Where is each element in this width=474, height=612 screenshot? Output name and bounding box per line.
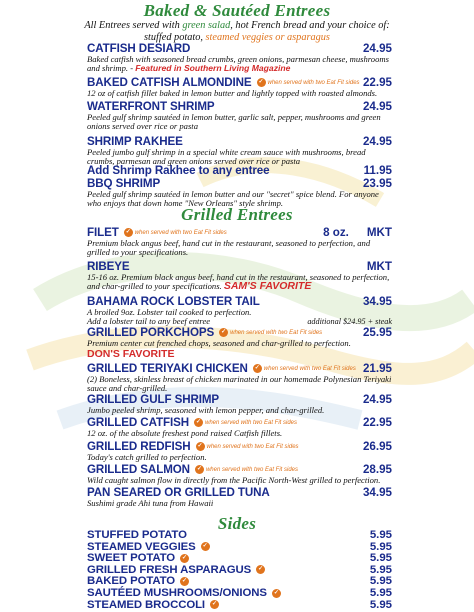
menu-item-shrimp-rakhee xyxy=(87,135,392,167)
eat-fit-icon: ✓ xyxy=(182,577,188,584)
side-item-sweet-potato xyxy=(87,552,392,564)
item-price: 26.95 xyxy=(362,440,392,453)
eat-fit-icon: ✓ xyxy=(125,229,131,235)
eat-fit-icon: ✓ xyxy=(258,566,264,573)
item-description: 12 oz of catfish fillet baked in lemon butter and lightly topped with roasted almonds. xyxy=(87,88,378,98)
featured-note: Featured in Southern Living Magazine xyxy=(135,63,291,74)
item-name: Add Shrimp Rakhee to any entree xyxy=(87,164,270,177)
side-item-steamed-broccoli xyxy=(87,599,392,611)
eat-fit-icon: ✓ xyxy=(221,329,227,335)
item-name: GRILLED PORKCHOPS xyxy=(87,326,215,339)
menu-item-grilled-redfish xyxy=(87,440,392,462)
eat-fit-icon: ✓ xyxy=(197,443,203,449)
side-name: STEAMED VEGGIES xyxy=(87,540,196,553)
side-price: 5.95 xyxy=(369,598,392,611)
item-name: BAHAMA ROCK LOBSTER TAIL xyxy=(87,295,260,308)
baked-intro xyxy=(60,20,414,43)
menu-item-filet xyxy=(87,226,392,258)
eat-fit-icon: ✓ xyxy=(273,589,279,596)
item-name: GRILLED TERIYAKI CHICKEN xyxy=(87,362,248,375)
item-price: 24.95 xyxy=(362,100,392,113)
sides-section-title: Sides xyxy=(217,514,257,533)
item-name: WATERFRONT SHRIMP xyxy=(87,100,215,113)
side-item-mushrooms-onions xyxy=(87,587,392,599)
item-name: GRILLED SALMON xyxy=(87,463,190,476)
baked-section-title: Baked & Sautéed Entrees xyxy=(143,1,331,20)
item-price: MKT xyxy=(366,226,392,239)
item-description: Peeled gulf shrimp sautéed in lemon butter, garlic salt, pepper, mushrooms and green onions served over rice or pasta xyxy=(87,112,381,132)
side-price: 5.95 xyxy=(369,540,392,553)
side-price: 5.95 xyxy=(369,575,392,588)
favorite-note: SAM'S FAVORITE xyxy=(223,280,312,293)
side-name-wrap xyxy=(87,599,219,611)
eat-fit-badge xyxy=(210,600,219,609)
badge-text: when served with two Eat Fit sides xyxy=(206,443,299,450)
item-description: Today's catch grilled to perfection. xyxy=(87,452,207,462)
intro-veggie-options: steamed veggies or asparagus xyxy=(205,31,330,43)
eat-fit-badge xyxy=(201,542,210,551)
eat-fit-icon: ✓ xyxy=(254,365,260,371)
eat-fit-icon: ✓ xyxy=(195,419,201,425)
intro-green-salad: green salad xyxy=(182,20,231,31)
item-name: GRILLED GULF SHRIMP xyxy=(87,393,220,406)
eat-fit-badge xyxy=(253,364,356,373)
item-price: 34.95 xyxy=(362,486,392,499)
intro-text: All Entrees served with xyxy=(84,20,183,31)
item-price: 28.95 xyxy=(362,463,392,476)
item-description: (2) Boneless, skinless breast of chicken marinated in our homemade Polynesian Teriyaki sauce and char-grilled. xyxy=(87,374,392,394)
intro-text-3: stuffed potato, xyxy=(144,31,206,43)
side-name: BAKED POTATO xyxy=(87,575,176,588)
eat-fit-badge xyxy=(272,589,281,598)
item-name: PAN SEARED OR GRILLED TUNA xyxy=(87,486,270,499)
eat-fit-icon: ✓ xyxy=(202,543,208,550)
item-name: FILET xyxy=(87,226,119,239)
desc-text: 15-16 oz. Premium black angus beef, hand cut in the restaurant, seasoned to perfection, and char-grilled to your specifications. xyxy=(87,272,390,292)
grilled-section-title: Grilled Entrees xyxy=(181,205,293,224)
item-description xyxy=(87,273,392,292)
badge-text: when served with two Eat Fit sides xyxy=(204,419,298,426)
eat-fit-badge xyxy=(219,328,322,337)
intro-text-2: , hot French bread and your choice of: xyxy=(230,20,390,31)
badge-text: when served with two Eat Fit sides xyxy=(205,466,298,473)
item-name: CATFISH DESIARD xyxy=(87,42,191,55)
item-description: A broiled 9oz. Lobster tail cooked to perfection. xyxy=(87,307,252,317)
side-name: SAUTÉED MUSHROOMS/ONIONS xyxy=(87,587,267,599)
eat-fit-icon: ✓ xyxy=(258,79,264,85)
item-name: RIBEYE xyxy=(87,260,130,273)
item-price: 24.95 xyxy=(362,135,392,148)
eat-fit-icon: ✓ xyxy=(196,466,202,472)
item-name: GRILLED REDFISH xyxy=(87,440,191,453)
eat-fit-badge xyxy=(180,554,189,563)
menu-item-baked-catfish-almondine xyxy=(87,76,392,98)
item-price: 25.95 xyxy=(362,326,392,339)
side-name: GRILLED FRESH ASPARAGUS xyxy=(87,563,252,576)
badge-text: when served with two Eat Fit sides xyxy=(230,329,323,336)
item-description: Sushimi grade Ahi tuna from Hawaii xyxy=(87,498,214,508)
item-price: MKT xyxy=(366,260,392,273)
eat-fit-badge xyxy=(256,565,265,574)
badge-text: when served with two Eat Fit sides xyxy=(263,365,356,372)
item-description-2: Add a lobster tail to any beef entree xyxy=(87,316,211,327)
menu-item-waterfront-shrimp xyxy=(87,100,392,132)
item-description: Peeled gulf shrimp sautéed in lemon butter and our "secret" spice blend. For anyone who enjoys that down home "New Orleans" style shrimp. xyxy=(87,189,379,209)
additional-price: additional $24.95 + steak xyxy=(307,317,392,327)
eat-fit-badge xyxy=(195,465,298,474)
side-price: 5.95 xyxy=(369,587,392,599)
side-name: STEAMED BROCCOLI xyxy=(87,598,206,611)
eat-fit-icon: ✓ xyxy=(182,554,188,561)
side-name: STUFFED POTATO xyxy=(87,529,187,541)
eat-fit-badge xyxy=(194,418,297,427)
item-name: BBQ SHRIMP xyxy=(87,177,161,190)
favorite-note: DON'S FAVORITE xyxy=(87,348,175,361)
menu-item-catfish-desiard xyxy=(87,42,392,74)
badge-text: when served with two Eat Fit sides xyxy=(267,79,360,86)
item-name: SHRIMP RAKHEE xyxy=(87,135,183,148)
menu-item-grilled-porkchops xyxy=(87,326,392,360)
item-price: 21.95 xyxy=(362,362,392,375)
menu-item-tuna xyxy=(87,486,392,508)
side-name: SWEET POTATO xyxy=(87,552,176,565)
item-description: Premium black angus beef, hand cut in the restaurant, seasoned to perfection, and grilled to your specifications. xyxy=(87,238,371,258)
menu-item-bahama-lobster-tail xyxy=(87,295,392,327)
eat-fit-badge xyxy=(124,228,227,237)
side-item-steamed-veggies xyxy=(87,541,392,553)
item-price: 34.95 xyxy=(362,295,392,308)
desc-text: Baked catfish with seasoned bread crumbs, green onions, parmesan cheese, mushrooms and shrimp. - xyxy=(87,54,389,74)
side-item-baked-potato xyxy=(87,575,392,587)
item-price: 22.95 xyxy=(362,416,392,429)
menu-item-grilled-catfish xyxy=(87,416,392,438)
item-size: 8 oz. xyxy=(323,226,349,239)
eat-fit-icon: ✓ xyxy=(212,601,218,608)
item-description: 12 oz. of the absolute freshest pond raised Catfish fillets. xyxy=(87,428,283,438)
item-price: 24.95 xyxy=(362,393,392,406)
side-item-asparagus xyxy=(87,564,392,576)
item-name: BAKED CATFISH ALMONDINE xyxy=(87,76,252,89)
item-price: 22.95 xyxy=(362,76,392,89)
item-price: 23.95 xyxy=(362,177,392,190)
menu-item-ribeye xyxy=(87,260,392,292)
menu-item-add-shrimp-rakhee xyxy=(87,164,392,177)
eat-fit-badge xyxy=(257,78,360,87)
item-description: Peeled jumbo gulf shrimp in a special white cream sauce with mushrooms, bread crumbs, parmesan and green onions served over rice or pasta xyxy=(87,147,366,167)
item-description: Wild caught salmon flow in directly from the Pacific North-West grilled to perfection. xyxy=(87,475,381,485)
eat-fit-badge xyxy=(180,577,189,586)
side-price: 5.95 xyxy=(369,552,392,565)
menu-item-grilled-gulf-shrimp xyxy=(87,393,392,415)
menu-item-grilled-salmon xyxy=(87,463,392,485)
item-description xyxy=(87,55,392,74)
item-price: 11.95 xyxy=(363,164,392,177)
item-name: GRILLED CATFISH xyxy=(87,416,189,429)
side-item-stuffed-potato xyxy=(87,529,392,541)
item-price: 24.95 xyxy=(362,42,392,55)
eat-fit-badge xyxy=(196,442,299,451)
item-description: Jumbo peeled shrimp, seasoned with lemon pepper, and char-grilled. xyxy=(87,405,325,415)
item-description: Premium center cut frenched chops, seasoned and char-grilled to perfection. xyxy=(87,338,351,348)
side-price: 5.95 xyxy=(369,563,392,576)
badge-text: when served with two Eat Fit sides xyxy=(134,229,227,236)
side-price: 5.95 xyxy=(369,529,392,541)
menu-item-grilled-teriyaki-chicken xyxy=(87,362,392,394)
